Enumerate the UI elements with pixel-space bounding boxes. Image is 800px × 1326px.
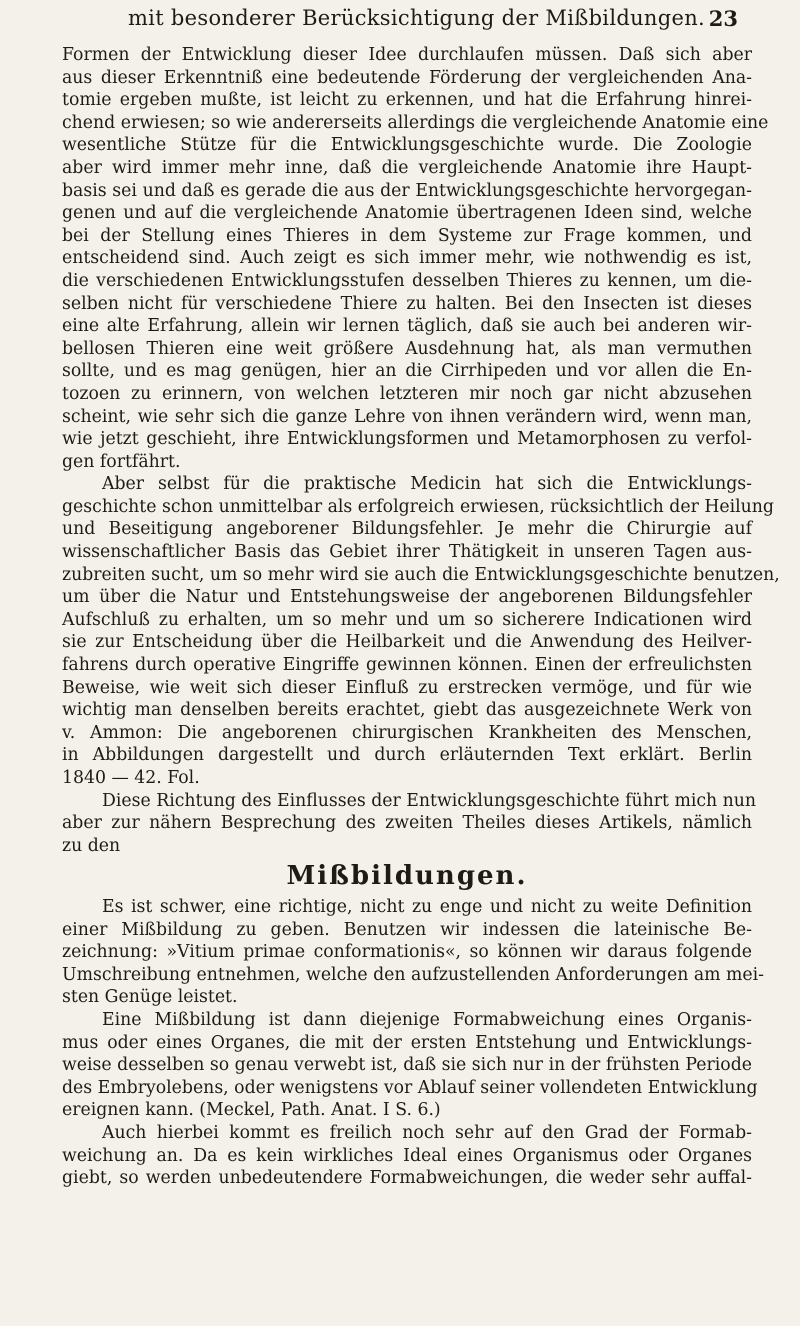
text-line: selben nicht für verschiedene Thiere zu halten. Bei den Insecten ist dieses — [62, 293, 752, 314]
page-body — [62, 44, 780, 1190]
text-line: v. Ammon: Die angeborenen chirurgischen Krankheiten des Menschen, — [62, 722, 752, 743]
text-line: aber zur nähern Besprechung des zweiten Theiles dieses Artikels, nämlich — [62, 813, 752, 834]
text-line: genen und auf die vergleichende Anatomie übertragenen Ideen sind, welche — [62, 203, 752, 224]
text-line: einer Mißbildung zu geben. Benutzen wir indessen die lateinische Be- — [62, 919, 752, 940]
paragraph-6 — [62, 1122, 752, 1190]
text-line: Formen der Entwicklung dieser Idee durchlaufen müssen. Daß sich aber — [62, 45, 752, 65]
text-line: sten Genüge leistet. — [62, 987, 238, 1008]
text-line: mus oder eines Organes, die mit der ersten Entstehung und Entwicklungs- — [62, 1032, 752, 1053]
text-line: wichtig man denselben bereits erachtet, giebt das ausgezeichnete Werk von — [62, 700, 752, 721]
text-line: tomie ergeben mußte, ist leicht zu erkennen, und hat die Erfahrung hinrei- — [62, 90, 752, 111]
text-line: 1840 — 42. Fol. — [62, 768, 200, 788]
text-line: aber wird immer mehr inne, daß die vergleichende Anatomie ihre Haupt- — [62, 157, 752, 178]
paragraph-1 — [62, 44, 769, 473]
text-line: bellosen Thieren eine weit größere Ausdehnung hat, als man vermuthen — [62, 338, 752, 359]
text-line: weichung an. Da es kein wirkliches Ideal eines Organismus oder Organes — [62, 1145, 752, 1166]
text-line: wie jetzt geschieht, ihre Entwicklungsformen und Metamorphosen zu verfol- — [62, 429, 752, 450]
text-line: entscheidend sind. Auch zeigt es sich immer mehr, wie nothwendig es ist, — [62, 248, 752, 269]
paragraph-5 — [62, 1009, 758, 1122]
text-line: scheint, wie sehr sich die ganze Lehre von ihnen verändern wird, wenn man, — [62, 406, 752, 427]
text-line: Umschreibung entnehmen, welche den aufzustellenden Anforderungen am mei- — [62, 964, 765, 985]
page-header — [95, 6, 738, 40]
text-line: wesentliche Stütze für die Entwicklungsgeschichte wurde. Die Zoologie — [62, 135, 752, 156]
text-line: weise desselben so genau verwebt ist, daß sie sich nur in der frühsten Periode — [62, 1055, 752, 1076]
text-line: um über die Natur und Entstehungsweise der angeborenen Bildungsfehler — [62, 587, 752, 608]
text-line: Beweise, wie weit sich dieser Einfluß zu erstrecken vermöge, und für wie — [62, 677, 752, 698]
text-line: zubreiten sucht, um so mehr wird sie auch die Entwicklungsgeschichte benutzen, — [62, 564, 780, 585]
text-line: Es ist schwer, eine richtige, nicht zu enge und nicht zu weite Definition — [102, 896, 752, 917]
text-line: des Embryolebens, oder wenigstens vor Ablauf seiner vollendeten Entwicklung — [62, 1077, 758, 1098]
text-line: Eine Mißbildung ist dann diejenige Formabweichung eines Organis- — [102, 1009, 752, 1030]
text-line: bei der Stellung eines Thieres in dem Systeme zur Frage kommen, und — [62, 225, 752, 246]
page-number: 23 — [708, 6, 738, 31]
text-line: Aber selbst für die praktische Medicin hat sich die Entwicklungs- — [102, 474, 752, 495]
text-line: die verschiedenen Entwicklungsstufen desselben Thieres zu kennen, um die- — [62, 270, 752, 291]
text-line: sie zur Entscheidung über die Heilbarkeit und die Anwendung des Heilver- — [62, 632, 752, 653]
text-line: und Beseitigung angeborener Bildungsfehler. Je mehr die Chirurgie auf — [62, 519, 752, 540]
paragraph-3 — [62, 790, 757, 858]
text-line: zeichnung: »Vitium primae conformationis«, so können wir daraus folgende — [62, 942, 752, 963]
text-line: in Abbildungen dargestellt und durch erläuternden Text erklärt. Berlin — [62, 745, 752, 766]
running-title: mit besonderer Berücksichtigung der Mißbildungen. — [127, 6, 706, 30]
section-title: Mißbildungen. — [286, 861, 528, 892]
paragraph-2 — [62, 473, 780, 789]
text-line: fahrens durch operative Eingriffe gewinnen können. Einen der erfreulichsten — [62, 655, 752, 676]
text-line: Auch hierbei kommt es freilich noch sehr auf den Grad der Formab- — [102, 1122, 752, 1143]
text-line: zu den — [62, 835, 121, 856]
text-line: tozoen zu erinnern, von welchen letzteren mir noch gar nicht abzusehen — [62, 383, 752, 404]
text-line: wissenschaftlicher Basis das Gebiet ihrer Thätigkeit in unseren Tagen aus- — [62, 542, 752, 563]
text-line: aus dieser Erkenntniß eine bedeutende Förderung der vergleichenden Ana- — [62, 67, 752, 88]
text-line: Diese Richtung des Einflusses der Entwicklungsgeschichte führt mich nun — [102, 790, 757, 811]
text-line: geschichte schon unmittelbar als erfolgreich erwiesen, rücksichtlich der Heilung — [62, 496, 774, 517]
text-line: giebt, so werden unbedeutendere Formabweichungen, die weder sehr auffal- — [62, 1168, 752, 1189]
text-line: sollte, und es mag genügen, hier an die Cirrhipeden und vor allen die En- — [62, 361, 752, 382]
text-line: gen fortfährt. — [62, 451, 181, 472]
text-line: eine alte Erfahrung, allein wir lernen täglich, daß sie auch bei anderen wir- — [62, 316, 752, 337]
text-line: Aufschluß zu erhalten, um so mehr und um so sicherere Indicationen wird — [62, 609, 752, 630]
text-line: chend erwiesen; so wie andererseits allerdings die vergleichende Anatomie eine — [62, 112, 769, 133]
text-line: basis sei und daß es gerade die aus der Entwicklungsgeschichte hervorgegan- — [62, 180, 752, 201]
text-line: ereignen kann. (Meckel, Path. Anat. I S. 6.) — [62, 1100, 441, 1121]
paragraph-4 — [62, 896, 765, 1009]
